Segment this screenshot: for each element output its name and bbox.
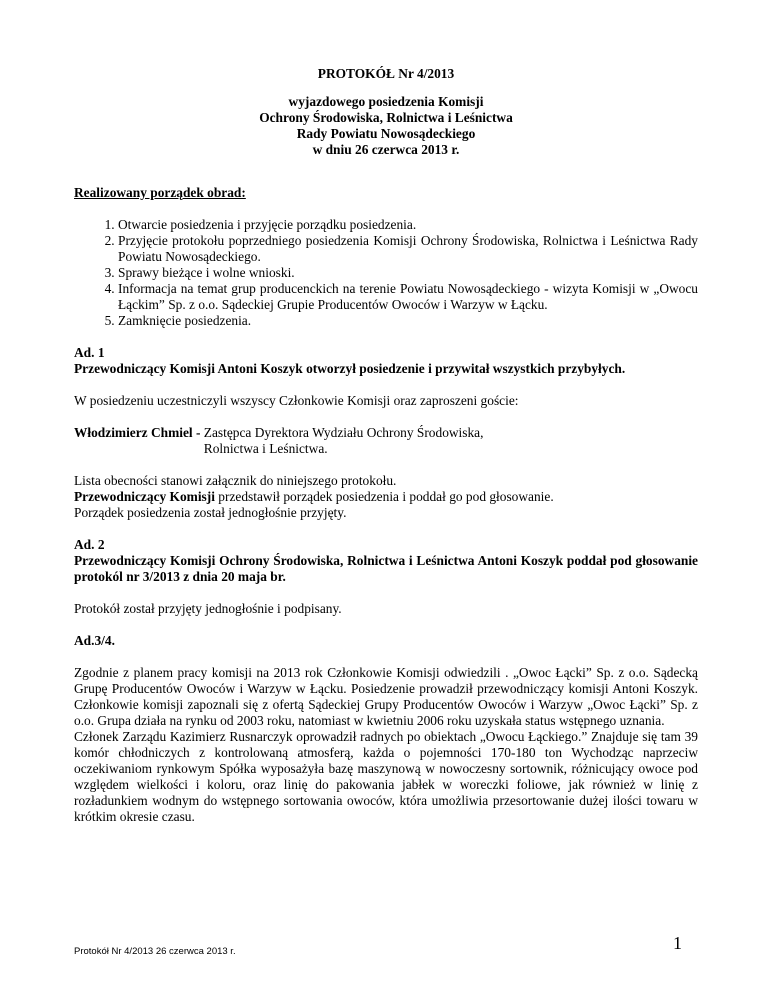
attendance-note: Lista obecności stanowi załącznik do niniejszego protokołu.: [74, 473, 397, 488]
agenda-adopted: Porządek posiedzenia został jednogłośnie przyjęty.: [74, 505, 347, 520]
ad1-participants: W posiedzeniu uczestniczyli wszyscy Członkowie Komisji oraz zaproszeni goście:: [74, 393, 519, 408]
page-number: 1: [673, 933, 682, 953]
subtitle-line: wyjazdowego posiedzenia Komisji: [288, 94, 484, 109]
document-title: PROTOKÓŁ Nr 4/2013: [317, 66, 455, 81]
document-subtitle: [74, 94, 698, 158]
subtitle-line: Rady Powiatu Nowosądeckiego: [296, 126, 476, 141]
agenda-item: 3. Sprawy bieżące i wolne wnioski.: [118, 265, 698, 281]
guest-role-line: Zastępca Dyrektora Wydziału Ochrony Środowiska,: [203, 425, 484, 440]
subtitle-line: w dniu 26 czerwca 2013 r.: [312, 142, 460, 157]
chair-label: Przewodniczący Komisji: [74, 489, 215, 504]
ad1-lead: Przewodniczący Komisji Antoni Koszyk otworzył posiedzenie i przywitał wszystkich przybyłych.: [74, 361, 626, 376]
footer-text: Protokół Nr 4/2013 26 czerwca 2013 r.: [74, 946, 236, 957]
agenda-item: 5. Zamknięcie posiedzenia.: [118, 313, 698, 329]
agenda-item: 4. Informacja na temat grup producenckich na terenie Powiatu Nowosądeckiego - wizyta Komisji w „Owocu Łąckim” Sp. z o.o. Sądeckiej Grupie Producentów Owoców i Warzyw w Łącku.: [118, 281, 698, 313]
ad2-heading: Ad. 2: [74, 537, 105, 552]
ad34-heading: Ad.3/4.: [74, 633, 115, 648]
chair-note: [74, 489, 698, 505]
guest-role: [204, 425, 484, 457]
guest-entry: [74, 425, 698, 457]
subtitle-line: Ochrony Środowiska, Rolnictwa i Leśnictwa: [259, 110, 513, 125]
agenda-list: [74, 217, 698, 329]
ad2-result: Protokół został przyjęty jednogłośnie i podpisany.: [74, 601, 342, 616]
agenda-heading: Realizowany porządek obrad:: [74, 185, 246, 200]
agenda-item: 1. Otwarcie posiedzenia i przyjęcie porządku posiedzenia.: [118, 217, 698, 233]
ad1-heading: Ad. 1: [74, 345, 105, 360]
chair-text: przedstawił porządek posiedzenia i poddał go pod głosowanie.: [214, 489, 554, 504]
agenda-item: 2. Przyjęcie protokołu poprzedniego posiedzenia Komisji Ochrony Środowiska, Rolnictwa i Leśnictwa Rady Powiatu Nowosądeckiego.: [118, 233, 698, 265]
ad2-lead: Przewodniczący Komisji Ochrony Środowiska, Rolnictwa i Leśnictwa Antoni Koszyk poddał pod głosowanie protokól nr 3/2013 z dnia 20 maja br.: [74, 553, 698, 584]
guest-name: Włodzimierz Chmiel -: [74, 425, 204, 440]
document-page: [74, 62, 698, 825]
ad34-paragraph: Członek Zarządu Kazimierz Rusnarczyk oprowadził radnych po obiektach „Owocu Łąckiego.” Znajduje się tam 39 komór chłodniczych z kontrolowaną atmosferą, każda o pojemności 170-180 ton Wychodząc naprzeciw oczekiwaniom rynkowym Spółka wyposażyła bazę maszynową w nowoczesny sortownik, różnicujący owoce pod względem wielkości i koloru, oraz linię do pakowania jabłek w woreczki foliowe, jak również w linię z rozładunkiem wodnym do wstępnego sortowania owoców, która umożliwia przesortowanie dużej ilości towaru w krótkim okresie czasu.: [74, 729, 698, 824]
ad34-paragraph: Zgodnie z planem pracy komisji na 2013 rok Członkowie Komisji odwiedzili . „Owoc Łącki” Sp. z o.o. Sądecką Grupę Producentów Owoców i Warzyw w Łącku. Posiedzenie prowadził przewodniczący komisji Antoni Koszyk. Członkowie komisji zapoznali się z ofertą Sądeckiej Grupy Producentów Owoców i Warzyw „Owoc Łącki” Sp. z o.o. Grupa działa na rynku od 2003 roku, natomiast w kwietniu 2006 roku uzyskała status wstępnego uznania.: [74, 665, 698, 728]
guest-role-line: Rolnictwa i Leśnictwa.: [203, 441, 328, 456]
